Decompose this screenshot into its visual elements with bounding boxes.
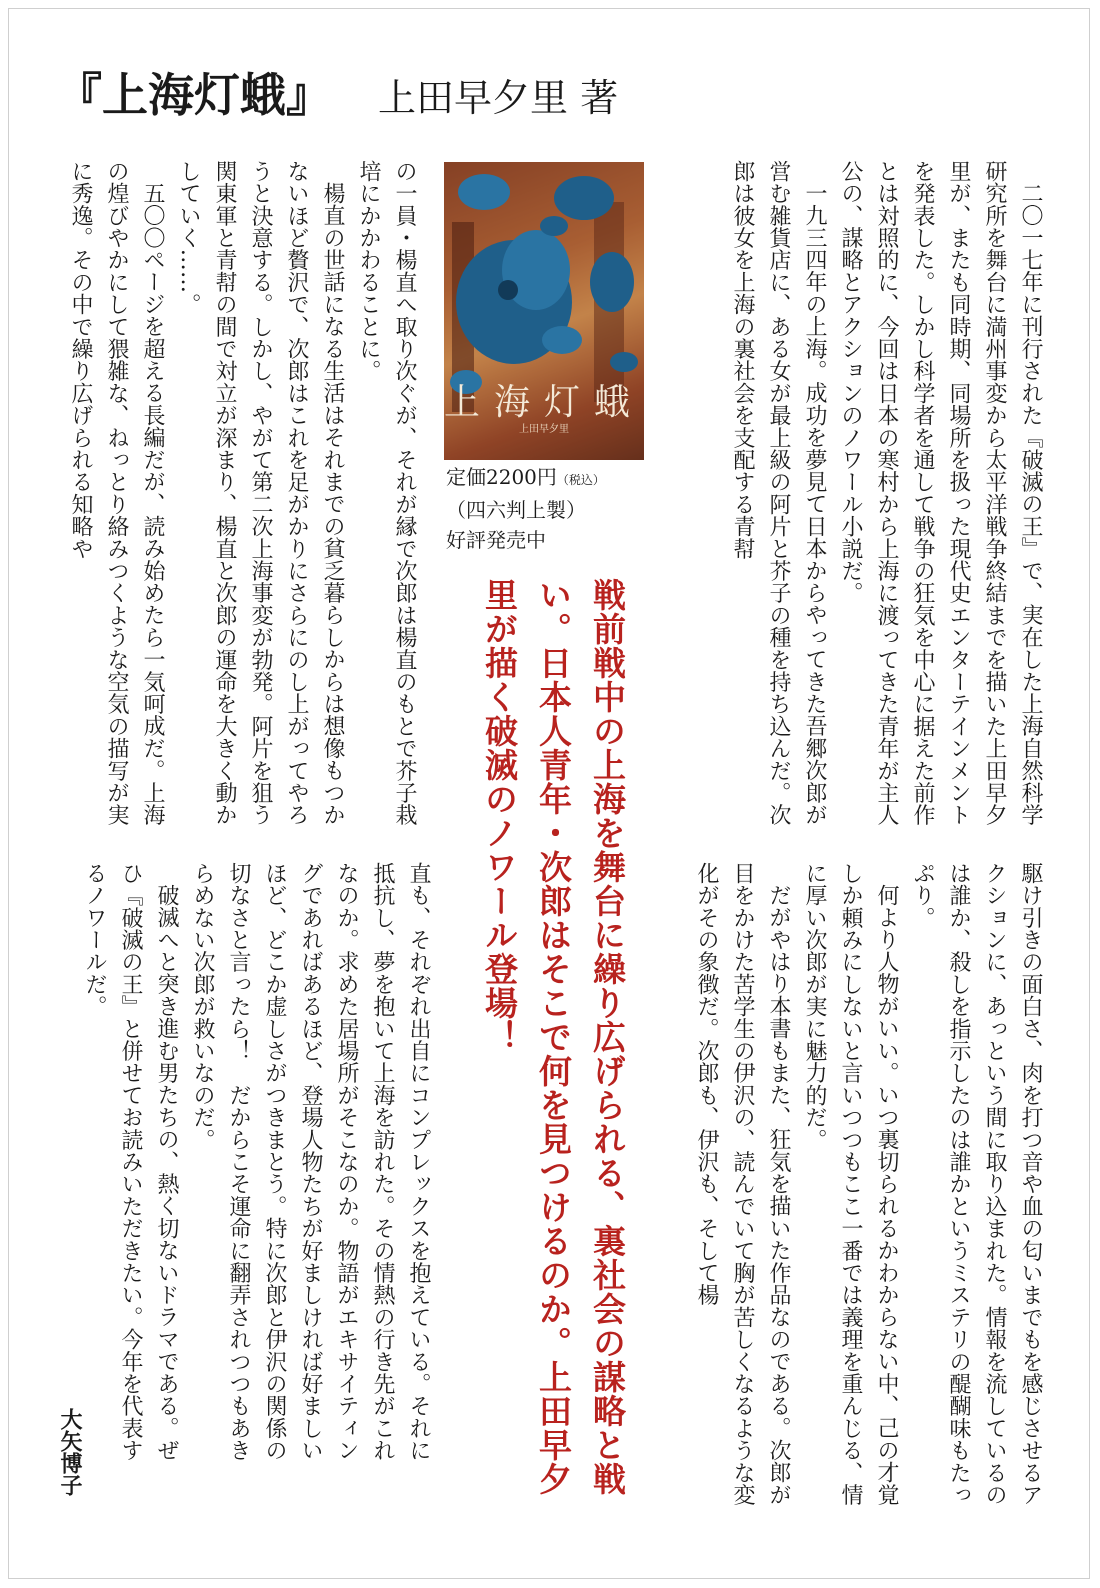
tax-note: （税込） — [556, 473, 605, 487]
cover-author: 上田早夕里 — [519, 424, 569, 435]
book-cover-image — [444, 162, 644, 460]
paragraph: の一員・楊直へ取り次ぐが、それが縁で次郎は楊直のもとで芥子栽培にかかわることに。 — [356, 160, 417, 826]
paragraph: 五〇〇ページを超える長編だが、読み始めたら一気呵成だ。上海の煌びやかにして猥雑な、ねっとり絡みつくような空気の描写が実に秀逸。その中で繰り広げられる知略や — [68, 160, 165, 826]
book-title: 『上海灯蛾』 — [56, 68, 332, 122]
book-info — [446, 462, 605, 555]
paragraph: 破滅へと突き進む男たちの、熱く切ないドラマである。ぜひ『破滅の王』と併せてお読みいただきたい。今年を代表するノワールだ。 — [82, 862, 179, 1462]
author-credit: 上田早夕里 著 — [378, 76, 619, 120]
article-lower-right — [664, 862, 1048, 1506]
paragraph: だがやはり本書もまた、狂気を描いた作品なのである。次郎が目をかけた苦学生の伊沢の、読んでいて胸が苦しくなるような変化がその象徴だ。次郎も、伊沢も、そして楊 — [694, 862, 791, 1506]
article-upper-right — [668, 160, 1048, 830]
article-upper-left — [52, 160, 422, 830]
paragraph: 駆け引きの面白さ、肉を打つ音や血の匂いまでもを感じさせるアクションに、あっという間に取り込まれた。情報を流しているのは誰か、殺しを指示したのは誰かというミステリの醍醐味もたっぷり。 — [910, 862, 1043, 1506]
price-line — [446, 462, 605, 495]
red-headline: 戦前戦中の上海を舞台に繰り広げられる、裏社会の謀略と戦い。日本人青年・次郎はそこで何を見つけるのか。上田早夕里が描く破滅のノワール登場！ — [480, 578, 627, 1496]
article-lower-left — [52, 862, 436, 1470]
paragraph: 楊直の世話になる生活はそれまでの貧乏暮らしからは想像もつかないほど贅沢で、次郎はこれを足がかりにさらにのし上がってやろうと決意する。しかし、やがて第二次上海事変が勃発。阿片を狙う関東軍と青幇の間で対立が深まり、楊直と次郎の運命を大きく動かしていく……。 — [176, 160, 345, 826]
paragraph: 二〇一七年に刊行された『破滅の王』で、実在した上海自然科学研究所を舞台に満州事変から太平洋戦争終結までを描いた上田早夕里が、またも同時期、同場所を扱った現代史エンターテインメントを発表した。しかし科学者を通して戦争の狂気を中心に据えた前作とは対照的に、今回は日本の寒村から上海に渡ってきた青年が主人公の、謀略とアクションのノワール小説だ。 — [838, 160, 1043, 826]
price: 定価2200円 — [446, 465, 557, 489]
reviewer-name: 大矢博子 — [57, 1408, 82, 1496]
cover-title: 上海灯蛾 — [444, 382, 644, 423]
format: （四六判上製） — [446, 498, 586, 522]
sale-status: 好評発売中 — [446, 528, 546, 552]
paragraph: 一九三四年の上海。成功を夢見て日本からやってきた吾郷次郎が営む雑貨店に、ある女が最上級の阿片と芥子の種を持ち込んだ。次郎は彼女を上海の裏社会を支配する青幇 — [730, 160, 827, 826]
paragraph: 何より人物がいい。いつ裏切られるかわからない中、己の才覚しか頼みにしないと言いつつもここ一番では義理を重んじる、情に厚い次郎が実に魅力的だ。 — [802, 862, 899, 1506]
paragraph: 直も、それぞれ出自にコンプレックスを抱えている。それに抵抗し、夢を抱いて上海を訪れた。その情熱の行き先がこれなのか。求めた居場所がそこなのか。物語がエキサイティングであればあるほど、登場人物たちが好ましければ好ましいほど、どこか虚しさがつきまとう。特に次郎と伊沢の関係の切なさと言ったら！ だからこそ運命に翻弄されつつもあきらめない次郎が救いなのだ。 — [190, 862, 431, 1462]
